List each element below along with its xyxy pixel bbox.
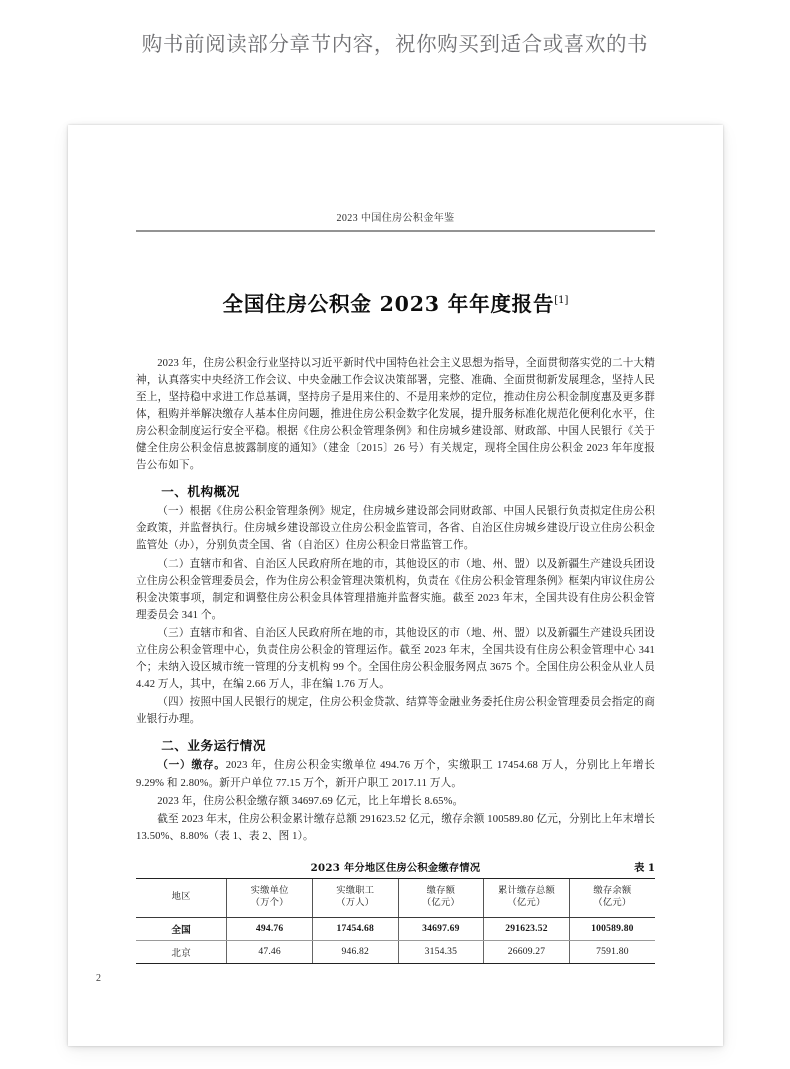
cell-cumulative-deposit: 291623.52 — [484, 917, 570, 940]
table-1-body — [136, 917, 655, 963]
cell-paying-units: 494.76 — [227, 917, 313, 940]
paragraph-2-3: 截至 2023 年末，住房公积金累计缴存总额 291623.52 亿元，缴存余额 100589.80 亿元，分别比上年末增长 13.50%、8.80%（表 1、表 2、图 1）。 — [136, 813, 655, 842]
running-head-rule — [136, 230, 655, 232]
cell-paying-units: 47.46 — [227, 940, 313, 963]
col-header-deposit-balance-l2: （亿元） — [593, 898, 632, 909]
col-header-paying-units — [227, 878, 313, 917]
cell-deposit-amount: 34697.69 — [398, 917, 484, 940]
col-header-deposit-amount — [398, 878, 484, 917]
col-header-paying-employees-l2: （万人） — [336, 898, 375, 909]
title-footnote-marker: [1] — [554, 295, 569, 307]
col-header-cumulative-deposit-l2: （亿元） — [507, 898, 546, 909]
cell-region: 北京 — [136, 940, 227, 963]
col-header-paying-units-l1: 实缴单位 — [250, 885, 289, 896]
page-title-text: 全国住房公积金 2023 年年度报告 — [222, 292, 555, 316]
document-body — [136, 355, 655, 964]
paragraph-2-1-lead: （一）缴存。 — [157, 760, 226, 772]
col-header-deposit-amount-l1: 缴存额 — [426, 885, 456, 896]
section-heading-1: 一、机构概况 — [161, 484, 240, 500]
paragraph-intro: 2023 年，住房公积金行业坚持以习近平新时代中国特色社会主义思想为指导，全面贯彻落实党的二十大精神，认真落实中央经济工作会议、中央金融工作会议决策部署，完整、准确、全面贯彻新发展理念，坚持人民至上，坚持稳中求进工作总基调，坚持房子是用来住的、不是用来炒的定位，推动住房公积金制度惠及更多群体，租购并举解决缴存人基本住房问题，推进住房公积金数字化发展，提升服务标准化规范化便利化水平，住房公积金制度运行安全平稳。根据《住房公积金管理条例》和住房城乡建设部、财政部、中国人民银行《关于健全住房公积金信息披露制度的通知》（建金〔2015〕26 号）有关规定，现将全国住房公积金 2023 年年度报告公布如下。 — [136, 357, 655, 472]
promo-banner-text: 购书前阅读部分章节内容，祝你购买到适合或喜欢的书 — [141, 32, 649, 56]
col-header-cumulative-deposit — [484, 878, 570, 917]
table-1-block — [136, 859, 655, 964]
cell-deposit-balance: 100589.80 — [569, 917, 655, 940]
page-content-area — [68, 125, 723, 1046]
cell-region: 全国 — [136, 917, 227, 940]
paragraph-2-1 — [136, 757, 655, 791]
paragraph-1-1: （一）根据《住房公积金管理条例》规定，住房城乡建设部会同财政部、中国人民银行负责拟定住房公积金政策，并监督执行。住房城乡建设部设立住房公积金监管司，各省、自治区住房城乡建设厅设立住房公积金监管处（办），分别负责全国、省（自治区）住房公积金日常监管工作。 — [136, 506, 655, 552]
cell-cumulative-deposit: 26609.27 — [484, 940, 570, 963]
col-header-paying-employees — [312, 878, 398, 917]
running-head: 2023 中国住房公积金年鉴 — [336, 213, 455, 224]
table-1 — [136, 878, 655, 964]
paragraph-2-1-body: 2023 年，住房公积金实缴单位 494.76 万个，实缴职工 17454.68 万人，分别比上年增长 9.29% 和 2.80%。新开户单位 77.15 万个，新开户职工 2017.11 万人。 — [136, 760, 656, 789]
cell-paying-employees: 946.82 — [312, 940, 398, 963]
table-1-caption-row — [136, 859, 655, 875]
paragraph-2-2: 2023 年，住房公积金缴存额 34697.69 亿元，比上年增长 8.65%。 — [157, 795, 464, 807]
col-header-paying-units-l2: （万个） — [250, 898, 289, 909]
cell-deposit-balance: 7591.80 — [569, 940, 655, 963]
col-header-deposit-amount-l2: （亿元） — [421, 898, 460, 909]
page-title — [136, 292, 655, 317]
col-header-region-l1: 地区 — [171, 892, 191, 903]
page-number: 2 — [96, 973, 101, 984]
col-header-cumulative-deposit-l1: 累计缴存总额 — [498, 885, 555, 896]
cell-paying-employees: 17454.68 — [312, 917, 398, 940]
section-heading-2: 二、业务运行情况 — [161, 738, 266, 754]
promo-banner — [0, 0, 790, 125]
table-header-row — [136, 878, 655, 917]
table-row — [136, 917, 655, 940]
table-1-header — [136, 878, 655, 917]
paragraph-1-2: （二）直辖市和省、自治区人民政府所在地的市，其他设区的市（地、州、盟）以及新疆生产建设兵团设立住房公积金管理委员会，作为住房公积金管理决策机构，负责在《住房公积金管理条例》框架内审议住房公积金决策事项，制定和调整住房公积金具体管理措施并监督实施。截至 2023 年末，全国共设有住房公积金管理委员会 341 个。 — [136, 558, 655, 621]
document-page — [68, 125, 723, 1046]
col-header-deposit-balance — [569, 878, 655, 917]
table-row — [136, 940, 655, 963]
col-header-deposit-balance-l1: 缴存余额 — [593, 885, 632, 896]
paragraph-1-4: （四）按照中国人民银行的规定，住房公积金贷款、结算等金融业务委托住房公积金管理委员会指定的商业银行办理。 — [136, 697, 655, 726]
cell-deposit-amount: 3154.35 — [398, 940, 484, 963]
col-header-paying-employees-l1: 实缴职工 — [336, 885, 375, 896]
table-1-number: 表 1 — [634, 861, 655, 874]
paragraph-1-3: （三）直辖市和省、自治区人民政府所在地的市，其他设区的市（地、州、盟）以及新疆生产建设兵团设立住房公积金管理中心，负责住房公积金的管理运作。截至 2023 年末，全国共设有住房公积金管理中心 341 个；未纳入设区城市统一管理的分支机构 99 个。全国住房公积金服务网点 3675 个。全国住房公积金从业人员 4.42 万人，其中，在编 2.66 万人，非在编 1.76 万人。 — [136, 627, 655, 691]
table-1-caption: 2023 年分地区住房公积金缴存情况 — [310, 861, 481, 874]
col-header-region — [136, 878, 227, 917]
